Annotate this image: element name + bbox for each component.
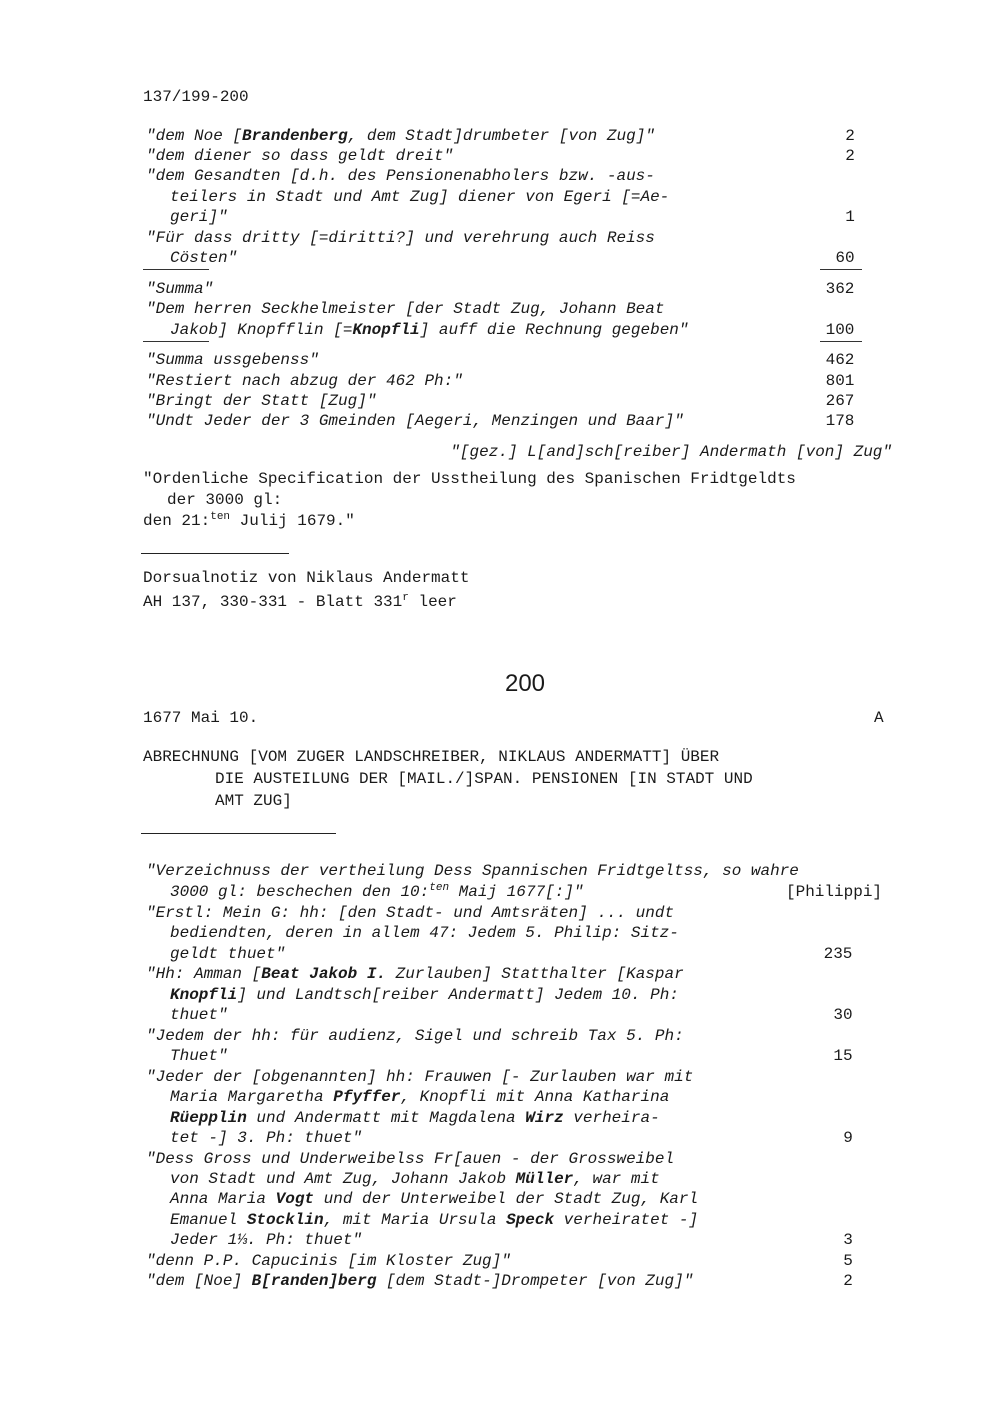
entry-frauwen-line1: "Jeder der [obgenannten] hh: Frauwen [- Zurlauben war mit	[146, 1068, 694, 1086]
heading-separator	[141, 833, 336, 834]
entry-frauwen-line4: tet -] 3. Ph: thuet"	[170, 1129, 363, 1147]
currency-label: [Philippi]	[786, 883, 883, 901]
entry-erstl-line3: geldt thuet"	[170, 945, 286, 963]
sum-rule-right	[820, 269, 862, 270]
archive-reference: AH 137, 330-331 - Blatt 331$^r$ leer	[143, 592, 457, 611]
amount: 15	[833, 1047, 853, 1065]
entry-dritty-line2: Cösten"	[170, 249, 238, 267]
intro-line1: "Verzeichnuss der vertheilung Dess Spannischen Fridtgeltss, so wahre	[146, 862, 799, 880]
entry-weibel-line1: "Dess Gross und Underweibelss Fr[auen - der Grossweibel	[146, 1150, 675, 1168]
document-date: 1677 Mai 10.	[143, 709, 259, 727]
specification-line2: der 3000 gl:	[167, 491, 283, 509]
document-heading-line3: AMT ZUG]	[215, 792, 292, 810]
entry-erstl-line1: "Erstl: Mein G: hh: [den Stadt- und Amtsräten] ... undt	[146, 904, 675, 922]
entry-weibel-line3: Anna Maria Vogt und der Unterweibel der Stadt Zug, Karl	[170, 1190, 699, 1208]
document-heading-line2: DIE AUSTEILUNG DER [MAIL./]SPAN. PENSIONEN [IN STADT UND	[215, 770, 753, 788]
entry-noe-brandenberg: "dem Noe [Brandenberg, dem Stadt]drumbeter [von Zug]"	[146, 127, 655, 145]
entry-erstl-line2: bediendten, deren in allem 47: Jedem 5. Philip: Sitz-	[170, 924, 679, 942]
sum-rule-right	[820, 341, 862, 342]
entry-audienz-line1: "Jedem der hh: für audienz, Sigel und schreib Tax 5. Ph:	[146, 1027, 684, 1045]
amount: 3	[843, 1231, 853, 1249]
entry-audienz-line2: Thuet"	[170, 1047, 228, 1065]
entry-diener-geldt: "dem diener so dass geldt dreit"	[146, 147, 454, 165]
amount: 30	[833, 1006, 853, 1024]
entry-frauwen-line2: Maria Margaretha Pfyffer, Knopfli mit Anna Katharina	[170, 1088, 670, 1106]
doc-reference: 137/199-200	[143, 88, 249, 106]
entry-summa-ussgebenss: "Summa ussgebenss"	[146, 351, 319, 369]
entry-seckhelmeister-line1: "Dem herren Seckhelmeister [der Stadt Zug, Johann Beat	[146, 300, 665, 318]
sum-rule-left	[143, 269, 209, 270]
amount: 100	[825, 321, 855, 339]
amount: 178	[825, 412, 855, 430]
dorsal-note: Dorsualnotiz von Niklaus Andermatt	[143, 569, 470, 587]
entry-capucinis: "denn P.P. Capucinis [im Kloster Zug]"	[146, 1252, 511, 1270]
entry-dritty-line1: "Für dass dritty [=diritti?] und verehrung auch Reiss	[146, 229, 655, 247]
specification-line3: den 21:$^{ten}$ Julij 1679."	[143, 511, 355, 530]
entry-amman-line2: Knopfli] und Landtsch[reiber Andermatt] Jedem 10. Ph:	[170, 986, 679, 1004]
entry-gesandten-line1: "dem Gesandten [d.h. des Pensionenabholers bzw. -aus-	[146, 167, 655, 185]
entry-gmeinden: "Undt Jeder der 3 Gmeinden [Aegeri, Menzingen und Baar]"	[146, 412, 684, 430]
amount: 5	[843, 1252, 853, 1270]
entry-restiert: "Restiert nach abzug der 462 Ph:"	[146, 372, 463, 390]
entry-statt-zug: "Bringt der Statt [Zug]"	[146, 392, 377, 410]
amount: 362	[825, 280, 855, 298]
amount: 60	[835, 249, 855, 267]
footnote-separator	[141, 553, 289, 554]
amount: 462	[825, 351, 855, 369]
intro-line2: 3000 gl: beschechen den 10:$^{ten}$ Maij 1677[:]"	[170, 882, 584, 901]
entry-weibel-line2: von Stadt und Amt Zug, Johann Jakob Müller, war mit	[170, 1170, 660, 1188]
amount: 267	[825, 392, 855, 410]
entry-weibel-line5: Jeder 1⅓. Ph: thuet"	[170, 1231, 363, 1249]
amount: 9	[843, 1129, 853, 1147]
document-number: 200	[504, 670, 546, 697]
amount: 2	[843, 1272, 853, 1290]
amount: 235	[823, 945, 853, 963]
entry-frauwen-line3: Rüepplin und Andermatt mit Magdalena Wirz verheira-	[170, 1109, 660, 1127]
entry-summa: "Summa"	[146, 280, 214, 298]
specification-line1: "Ordenliche Specification der Usstheilung des Spanischen Fridtgeldts	[143, 470, 796, 488]
entry-gesandten-line3: geri]"	[170, 208, 228, 226]
entry-gesandten-line2: teilers in Stadt und Amt Zug] diener von Egeri [=Ae-	[170, 188, 670, 206]
amount: 2	[845, 127, 855, 145]
document-heading-line1: ABRECHNUNG [VOM ZUGER LANDSCHREIBER, NIKLAUS ANDERMATT] ÜBER	[143, 748, 720, 766]
signature-line: "[gez.] L[and]sch[reiber] Andermath [von] Zug"	[450, 443, 892, 461]
entry-amman-line3: thuet"	[170, 1006, 228, 1024]
document-marker: A	[874, 709, 884, 727]
sum-rule-left	[143, 341, 209, 342]
entry-seckhelmeister-line2: Jakob] Knopfflin [=Knopfli] auff die Rechnung gegeben"	[170, 321, 689, 339]
amount: 2	[845, 147, 855, 165]
entry-amman-line1: "Hh: Amman [Beat Jakob I. Zurlauben] Statthalter [Kaspar	[146, 965, 684, 983]
amount: 1	[845, 208, 855, 226]
entry-weibel-line4: Emanuel Stocklin, mit Maria Ursula Speck verheiratet -]	[170, 1211, 699, 1229]
amount: 801	[825, 372, 855, 390]
entry-drompeter: "dem [Noe] B[randen]berg [dem Stadt-]Drompeter [von Zug]"	[146, 1272, 694, 1290]
